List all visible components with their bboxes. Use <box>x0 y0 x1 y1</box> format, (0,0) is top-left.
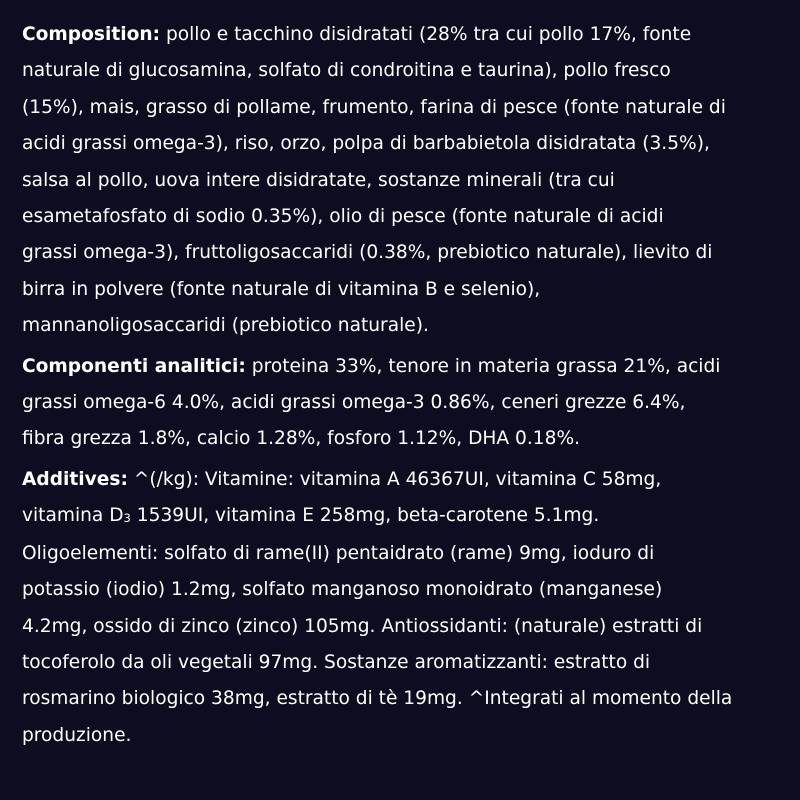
composition-line-8: birra in polvere (fonte naturale di vitamina B e selenio), <box>22 278 541 300</box>
composition-line-1: Composition: pollo e tacchino disidratati (28% tra cui pollo 17%, fonte <box>22 24 692 45</box>
additives-line-3: Oligoelementi: solfato di rame(II) pentaidrato (rame) 9mg, ioduro di <box>22 542 655 564</box>
analytical-line-2: grassi omega-6 4.0%, acidi grassi omega-3 0.86%, ceneri grezze 6.4%, <box>22 392 686 414</box>
additives-line-7: rosmarino biologico 38mg, estratto di tè 19mg. ^Integrati al momento della <box>22 688 733 710</box>
composition-line-3: (15%), mais, grasso di pollame, frumento, farina di pesce (fonte naturale di <box>22 96 726 118</box>
additives-line-4: potassio (iodio) 1.2mg, solfato manganoso monoidrato (manganese) <box>22 579 663 601</box>
vitamin-d3-subscript: 3 <box>123 510 131 525</box>
analytical-line-1: Componenti analitici: proteina 33%, tenore in materia grassa 21%, acidi <box>22 355 721 377</box>
composition-section <box>22 17 782 345</box>
additives-line-6: tocoferolo da oli vegetali 97mg. Sostanze aromatizzanti: estratto di <box>22 651 651 673</box>
composition-line-9: mannanoligosaccaridi (prebiotico naturale). <box>22 315 429 337</box>
composition-label: Composition: <box>22 24 161 45</box>
composition-line-4: acidi grassi omega-3), riso, orzo, polpa di barbabietola disidratata (3.5%), <box>22 133 710 155</box>
composition-line-7: grassi omega-3), fruttoligosaccaridi (0.38%, prebiotico naturale), lievito di <box>22 242 713 264</box>
analytical-label: Componenti analitici: <box>22 355 246 377</box>
composition-line-5: salsa al pollo, uova intere disidratate, sostanze minerali (tra cui <box>22 169 615 191</box>
composition-line-6: esametafosfato di sodio 0.35%), olio di pesce (fonte naturale di acidi <box>22 206 664 228</box>
additives-section <box>22 462 782 754</box>
additives-line-8: produzione. <box>22 724 132 746</box>
analytical-section <box>22 349 782 458</box>
additives-line-5: 4.2mg, ossido di zinco (zinco) 105mg. Antiossidanti: (naturale) estratti di <box>22 615 703 637</box>
analytical-line-3: fibra grezza 1.8%, calcio 1.28%, fosforo 1.12%, DHA 0.18%. <box>22 428 581 450</box>
additives-line-2: vitamina $D_3$ 1539UI, vitamina E 258mg, beta-carotene 5.1mg. <box>22 505 600 527</box>
additives-label: Additives: <box>22 468 128 490</box>
additives-line-1: Additives: ^(/kg): Vitamine: vitamina A 46367UI, vitamina C 58mg, <box>22 468 662 490</box>
composition-line-2: naturale di glucosamina, solfato di condroitina e taurina), pollo fresco <box>22 60 671 82</box>
